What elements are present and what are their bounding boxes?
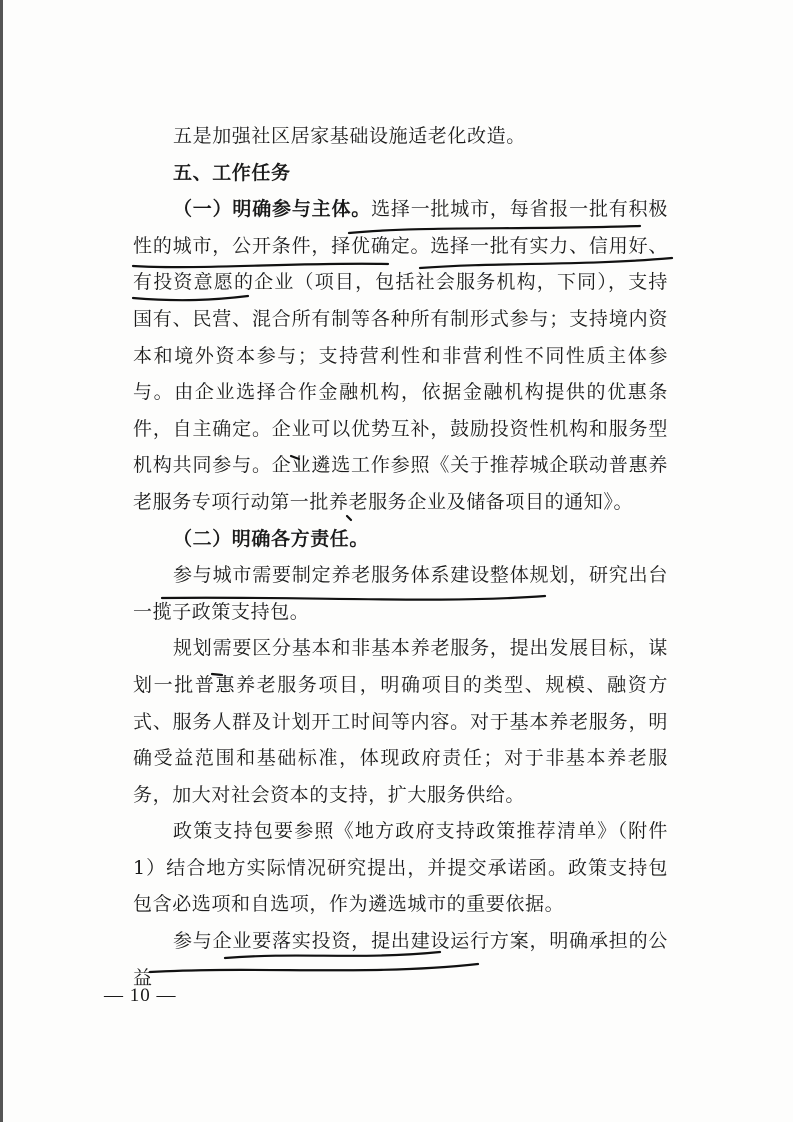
subsection-title-participants: （一）明确参与主体。	[173, 198, 372, 221]
paragraph-responsibilities	[133, 521, 668, 558]
page-number: — 10 —	[104, 985, 177, 1006]
paragraph-planning: 规划需要区分基本和非基本养老服务，提出发展目标，谋划一批普惠养老服务项目，明确项目的类型、规模、融资方式、服务人群及计划开工时间等内容。对于基本养老服务，明确受益范围和基础标准，体现政府责任；对于非基本养老服务，加大对社会资本的支持，扩大服务供给。	[133, 637, 668, 806]
paragraph-infrastructure: 五是加强社区居家基础设施适老化改造。	[173, 125, 526, 147]
paragraph-policy-package: 政策支持包要参照《地方政府支持政策推荐清单》（附件1）结合地方实际情况研究提出，并提交承诺函。政策支持包包含必选项和自选项，作为遴选城市的重要依据。	[133, 820, 668, 916]
document-body	[133, 118, 668, 996]
paragraph-participants	[133, 191, 668, 520]
subsection-title-responsibilities: （二）明确各方责任。	[173, 527, 370, 550]
scan-border	[0, 0, 3, 1122]
paragraph-enterprises: 参与企业要落实投资，提出建设运行方案，明确承担的公益	[133, 930, 668, 989]
paragraph-city-plan: 参与城市需要制定养老服务体系建设整体规划，研究出台一揽子政策支持包。	[133, 564, 668, 623]
section-heading: 五、工作任务	[173, 161, 291, 184]
paragraph-participants-text: 选择一批城市，每省报一批有积极性的城市，公开条件，择优确定。选择一批有实力、信用好、有投资意愿的企业（项目，包括社会服务机构，下同），支持国有、民营、混合所有制等各种所有制形式参与；支持境内资本和境外资本参与；支持营利性和非营利性不同性质主体参与。由企业选择合作金融机构，依据金融机构提供的优惠条件，自主确定。企业可以优势互补，鼓励投资性机构和服务型机构共同参与。企业遴选工作参照《关于推荐城企联动普惠养老服务专项行动第一批养老服务企业及储备项目的通知》。	[133, 198, 668, 513]
